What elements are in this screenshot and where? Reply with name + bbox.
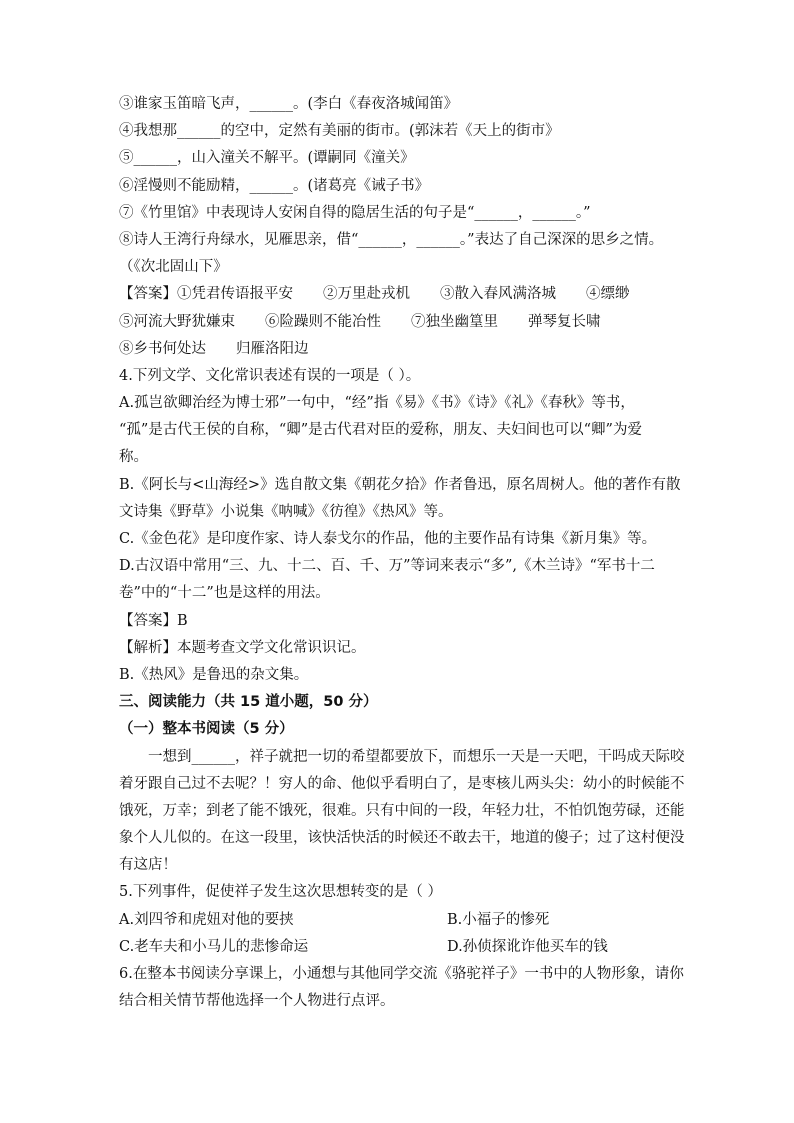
- answer-row-3: [119, 336, 679, 363]
- fill-blank-line-3: ③谁家玉笛暗飞声，______。(李白《春夜洛城闻笛》: [119, 96, 459, 112]
- fill-blank-line-5: ⑤______，山入潼关不解平。(谭嗣同《潼关》: [119, 150, 415, 167]
- passage-line: 一想到______，祥子就把一切的希望都要放下，而想乐一天是一天吧，干吗成天际咬: [148, 748, 685, 765]
- q5-options-row-2: [119, 934, 679, 961]
- q5-option-c: C.老车夫和小马儿的悲惨命运: [119, 938, 309, 955]
- answer-item: ⑧乡书何处达: [119, 340, 206, 357]
- q5-option-b: B.小福子的惨死: [447, 911, 550, 928]
- q5-option-d: D.孙侦探讹诈他买车的钱: [447, 938, 608, 955]
- answer-label: 【答案】: [119, 286, 177, 303]
- question-6-line1: 6.在整本书阅读分享课上，小通想与其他同学交流《骆驼祥子》一书中的人物形象，请你: [119, 966, 684, 982]
- q4-analysis: 【解析】本题考查文学文化常识识记。: [119, 639, 366, 656]
- q4-option-b-line2: 文诗集《野草》小说集《呐喊》《彷徨》《热风》等。: [119, 503, 453, 520]
- answer-item: ⑤河流大野犹嫌束: [119, 313, 235, 330]
- passage-line: 象个人儿似的。在这一段里，该快活快活的时候还不敢去干，地道的傻子；过了这村便没: [119, 830, 685, 847]
- fill-blank-line-8-source: （《次北固山下》: [119, 259, 228, 276]
- q4-option-a-line3: 称。: [119, 449, 148, 466]
- answer-row-1: [119, 281, 679, 308]
- fill-blank-line-7: ⑦《竹里馆》中表现诗人安闲自得的隐居生活的句子是“______，______。”: [119, 204, 591, 221]
- passage-line: 有这店！: [119, 857, 177, 874]
- question-6-line2: 结合相关情节帮他选择一个人物进行点评。: [119, 993, 395, 1010]
- answer-item: ③散入春风满洛城: [440, 286, 556, 303]
- q4-option-d-line1: D.古汉语中常用“三、九、十二、百、千、万”等词来表示“多”,《木兰诗》“军书十二: [119, 558, 655, 575]
- passage-line: 饿死，万幸；到老了能不饿死，很难。只有中间的一段，年轻力壮，不怕饥饱劳碌，还能: [119, 802, 685, 819]
- answer-item: ①凭君传语报平安: [177, 286, 293, 303]
- answer-item: ②万里赴戎机: [323, 286, 410, 303]
- fill-blank-line-4: ④我想那______的空中，定然有美丽的街市。(郭沫若《天上的街市》: [119, 123, 560, 140]
- document-page: [119, 91, 685, 1015]
- q5-option-a: A.刘四爷和虎妞对他的要挟: [119, 911, 294, 928]
- answer-item: 归雁洛阳边: [236, 340, 309, 357]
- q4-option-c: C.《金色花》是印度作家、诗人泰戈尔的作品，他的主要作品有诗集《新月集》等。: [119, 531, 657, 547]
- q4-analysis-detail: B.《热风》是鲁迅的杂文集。: [119, 666, 309, 683]
- answer-row-2: [119, 309, 679, 336]
- q4-option-b-line1: B.《阿长与<山海经>》选自散文集《朝花夕拾》作者鲁迅，原名周树人。他的著作有散: [119, 476, 681, 493]
- question-5-stem: 5.下列事件，促使祥子发生这次思想转变的是（ ）: [119, 884, 442, 901]
- q4-option-d-line2: 卷”中的“十二”也是这样的用法。: [119, 585, 330, 602]
- answer-item: ⑥险躁则不能冶性: [265, 313, 381, 330]
- answer-item: ⑦独坐幽篁里: [411, 313, 498, 330]
- q4-answer: 【答案】B: [119, 612, 188, 629]
- q5-options-row-1: [119, 907, 679, 934]
- passage-line: 着牙跟自己过不去呢？！穷人的命、他似乎看明白了，是枣核儿两头尖：幼小的时候能不: [119, 775, 685, 792]
- subsection-1-title: （一）整本书阅读（5 分）: [119, 721, 294, 738]
- fill-blank-line-8: ⑧诗人王湾行舟绿水，见雁思亲，借“______，______。”表达了自己深深的思乡之情。: [119, 231, 664, 248]
- fill-blank-line-6: ⑥淫慢则不能励精，______。(诸葛亮《诫子书》: [119, 177, 430, 194]
- q4-option-a-line2: “孤”是古代王侯的自称，“卿”是古代君对臣的爱称，朋友、夫妇间也可以“卿”为爱: [119, 422, 642, 439]
- answer-item: 弹琴复长啸: [528, 313, 601, 330]
- q4-option-a-line1: A.孤岂欲卿治经为博士邪”一句中，“经”指《易》《书》《诗》《礼》《春秋》等书，: [119, 395, 635, 412]
- question-4-stem: 4.下列文学、文化常识表述有误的一项是（ ）。: [119, 367, 421, 384]
- answer-item: ④缥缈: [586, 286, 630, 303]
- section-3-title: 三、阅读能力（共 15 道小题，50 分）: [119, 694, 378, 711]
